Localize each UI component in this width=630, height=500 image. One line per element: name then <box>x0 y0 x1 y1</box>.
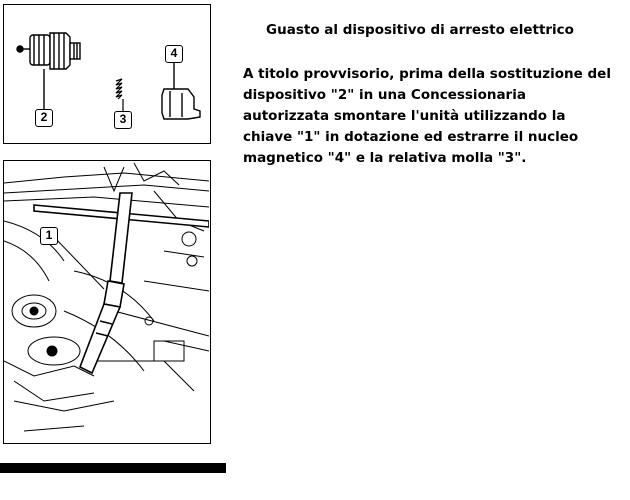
magnetic-core-drawing <box>162 61 200 119</box>
page-title: Guasto al dispositivo di arresto elettrico <box>266 22 574 38</box>
engine-illustration <box>4 161 209 442</box>
callout-2: 2 <box>35 109 53 127</box>
instruction-text: A titolo provvisorio, prima della sostituzione del dispositivo "2" in una Concessionaria autorizzata smontare l'unità utilizzando la chiave "1" in dotazione ed estrarre il nucleo magnetico "4" e la relativa molla "3". <box>243 66 611 166</box>
engine-figure <box>3 160 211 444</box>
spring-drawing <box>116 79 123 111</box>
stop-device-drawing <box>17 33 80 109</box>
parts-figure <box>3 4 211 144</box>
callout-3: 3 <box>114 111 132 129</box>
callout-1: 1 <box>40 227 58 245</box>
divider-bar <box>0 463 226 473</box>
callout-4: 4 <box>165 45 183 63</box>
